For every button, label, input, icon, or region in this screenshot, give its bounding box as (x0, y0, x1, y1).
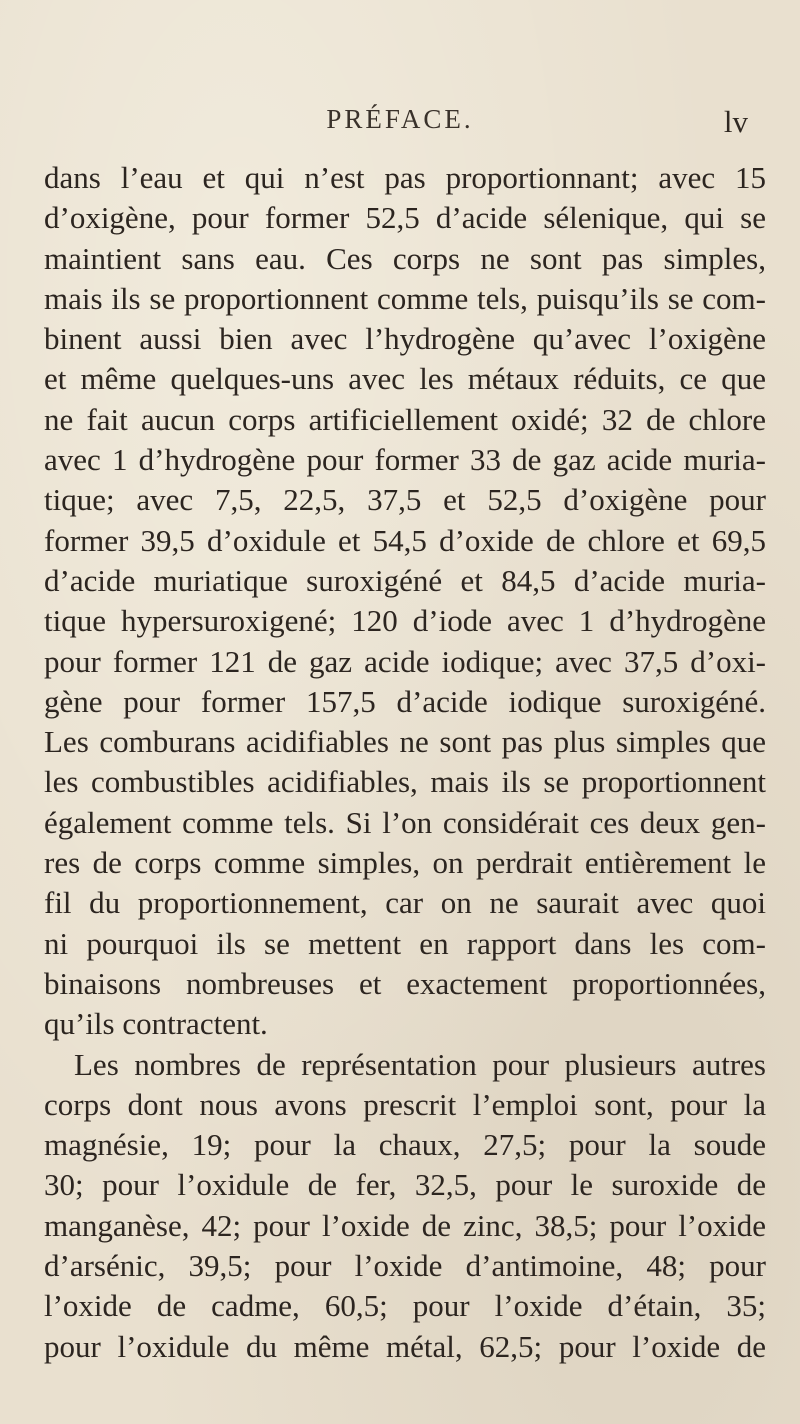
text-line: 30; pour l’oxidule de fer, 32,5, pour le suroxide de (44, 1167, 766, 1203)
text-line: former 39,5 d’oxidule et 54,5 d’oxide de chlore et 69,5 (44, 522, 766, 558)
text-line: corps dont nous avons prescrit l’emploi sont, pour la (44, 1086, 766, 1122)
text-line: Les comburans acidifiables ne sont pas plus simples que (44, 724, 766, 760)
text-line: également comme tels. Si l’on considérait ces deux gen- (44, 804, 766, 840)
text-line: manganèse, 42; pour l’oxide de zinc, 38,5; pour l’oxide (44, 1207, 766, 1243)
text-line: res de corps comme simples, on perdrait entièrement le (44, 845, 766, 881)
text-line: magnésie, 19; pour la chaux, 27,5; pour la soude (44, 1127, 766, 1163)
text-line: binent aussi bien avec l’hydrogène qu’avec l’oxigène (44, 321, 766, 357)
paragraph-start-line: Les nombres de représentation pour plusieurs autres (74, 1046, 766, 1082)
text-line: binaisons nombreuses et exactement proportionnées, (44, 965, 766, 1001)
paragraph-end-line: qu’ils contractent. (44, 1006, 268, 1042)
running-head: PRÉFACE. (326, 104, 474, 134)
text-line: pour l’oxidule du même métal, 62,5; pour l’oxide de (44, 1328, 766, 1364)
text-line: les combustibles acidifiables, mais ils se proportionnent (44, 764, 766, 800)
text-line: ne fait aucun corps artificiellement oxidé; 32 de chlore (44, 401, 766, 437)
page-number: lv (723, 104, 748, 139)
text-line: et même quelques-uns avec les métaux réduits, ce que (44, 361, 766, 397)
body-text (44, 158, 766, 1367)
text-line: pour former 121 de gaz acide iodique; avec 37,5 d’oxi- (44, 643, 766, 679)
text-line: d’arsénic, 39,5; pour l’oxide d’antimoine, 48; pour (44, 1248, 766, 1284)
text-line: tique hypersuroxigené; 120 d’iode avec 1 d’hydrogène (44, 603, 766, 639)
text-line: avec 1 d’hydrogène pour former 33 de gaz acide muria- (44, 442, 766, 478)
text-line: d’oxigène, pour former 52,5 d’acide sélenique, qui se (44, 200, 766, 236)
text-line: l’oxide de cadme, 60,5; pour l’oxide d’étain, 35; (44, 1288, 766, 1324)
text-line: dans l’eau et qui n’est pas proportionnant; avec 15 (44, 160, 766, 195)
text-line: ni pourquoi ils se mettent en rapport dans les com- (44, 925, 766, 961)
text-line: mais ils se proportionnent comme tels, puisqu’ils se com- (44, 280, 766, 316)
text-line: d’acide muriatique suroxigéné et 84,5 d’acide muria- (44, 562, 766, 598)
text-line: fil du proportionnement, car on ne saurait avec quoi (44, 885, 766, 921)
text-line: maintient sans eau. Ces corps ne sont pas simples, (44, 240, 766, 276)
page-header (0, 104, 800, 144)
text-line: gène pour former 157,5 d’acide iodique suroxigéné. (44, 683, 766, 719)
text-line: tique; avec 7,5, 22,5, 37,5 et 52,5 d’oxigène pour (44, 482, 766, 518)
